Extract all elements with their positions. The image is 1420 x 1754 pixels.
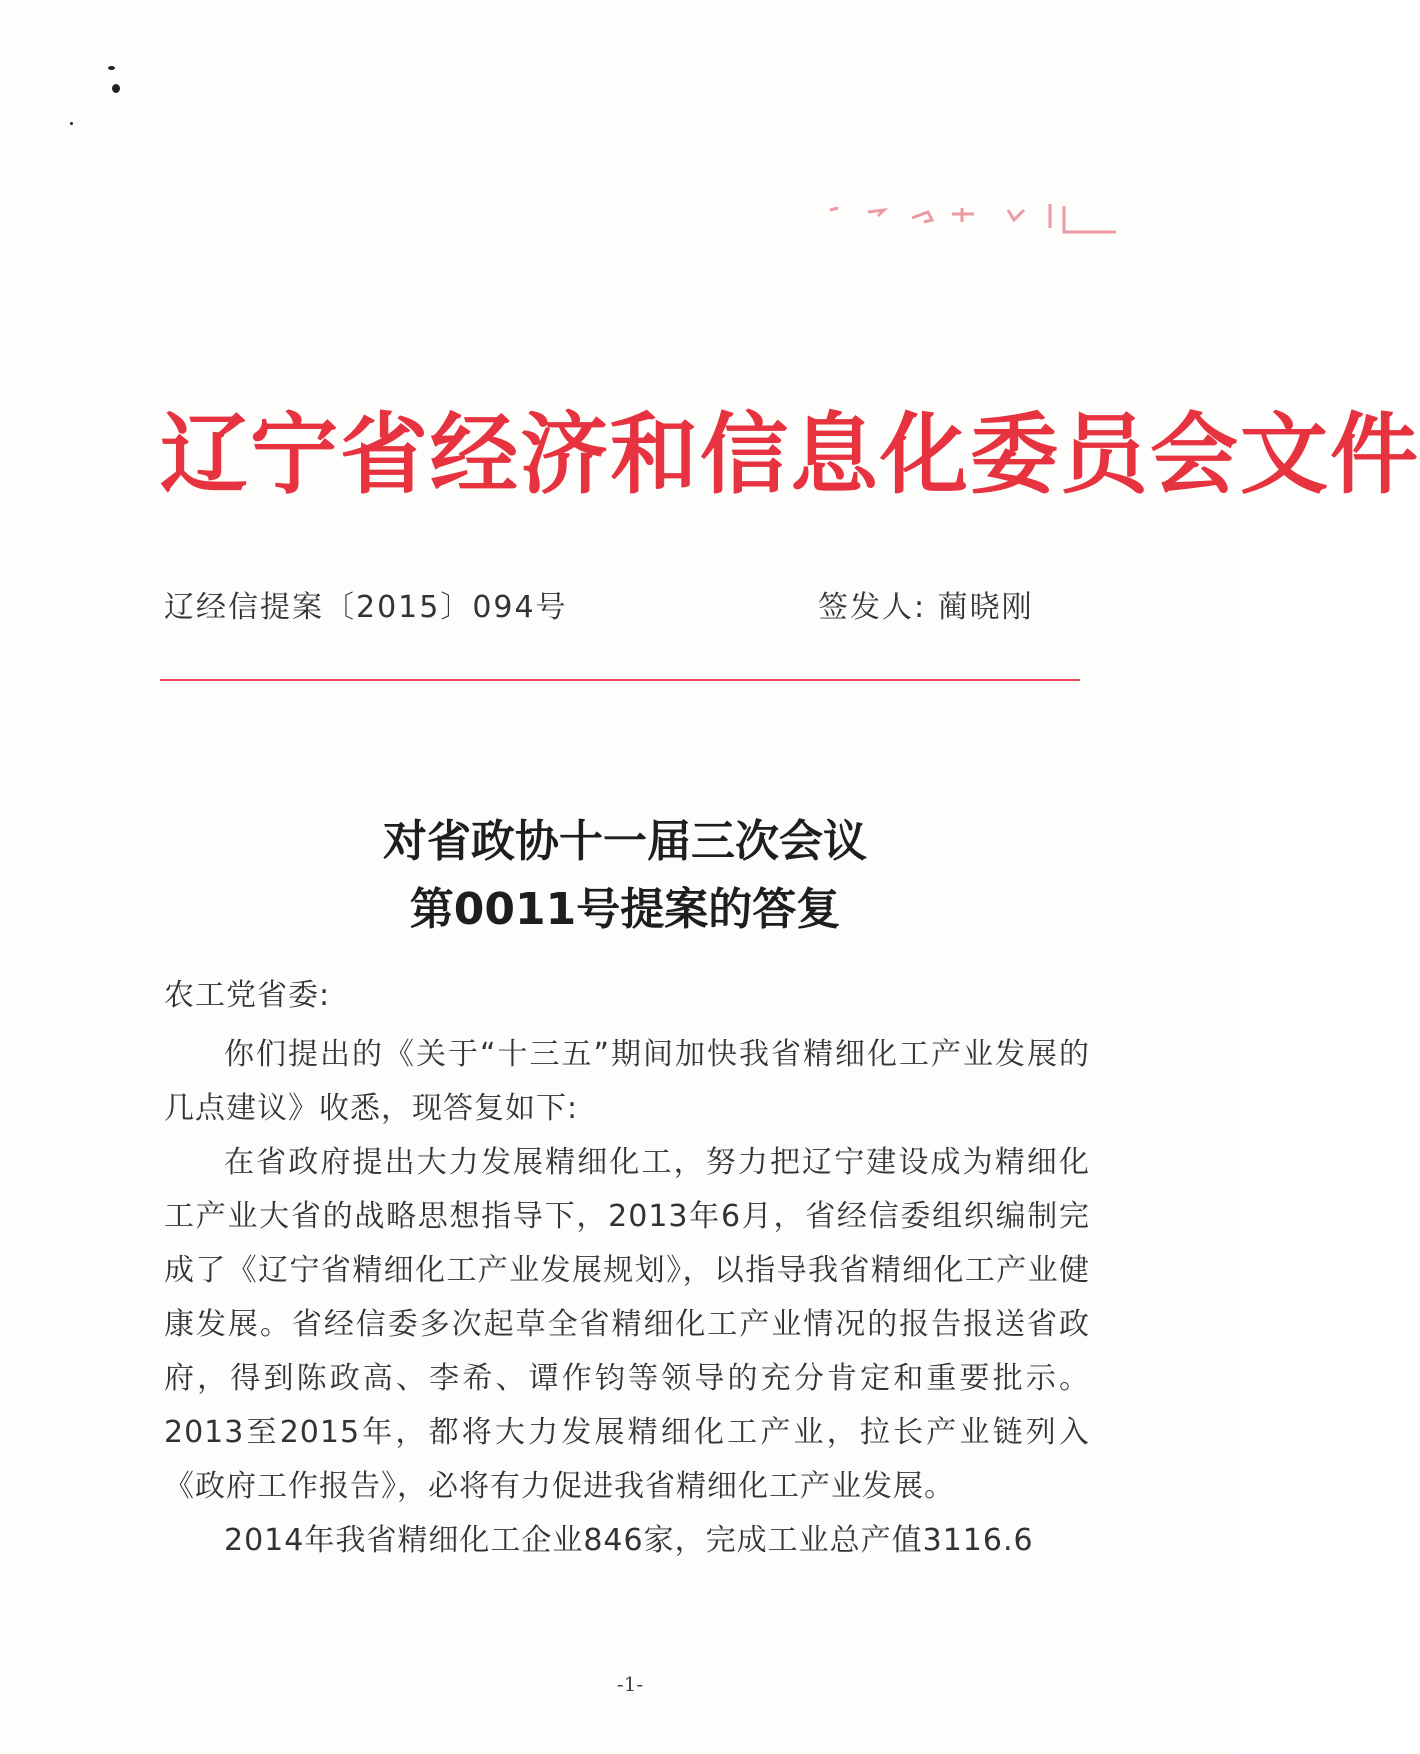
document-title-line: 第0011号提案的答复 (409, 884, 841, 935)
signer-line: 签发人: 蔺晓刚 (818, 590, 1034, 625)
body-paragraph: 2014年我省精细化工企业846家，完成工业总产值3116.6 (224, 1523, 1034, 1558)
document-number: 辽经信提案〔2015〕094号 (164, 590, 568, 625)
document-title-line: 对省政协十一届三次会议 (383, 816, 867, 867)
body-paragraph: 你们提出的《关于“十三五”期间加快我省精细化工产业发展的几点建议》收悉，现答复如下: (164, 1037, 1090, 1126)
page-number: -1- (616, 1672, 644, 1696)
document-title (160, 808, 1090, 944)
faint-stamp-mark (828, 196, 1128, 240)
document-body (164, 1028, 1090, 1568)
issuer-header-title: 辽宁省经济和信息化委员会文件 (160, 402, 1420, 506)
red-separator-rule (160, 679, 1080, 681)
salutation: 农工党省委: (164, 978, 331, 1013)
body-paragraph: 在省政府提出大力发展精细化工，努力把辽宁建设成为精细化工产业大省的战略思想指导下，2013年6月，省经信委组织编制完成了《辽宁省精细化工产业发展规划》，以指导我省精细化工产业健康发展。省经信委多次起草全省精细化工产业情况的报告报送省政府，得到陈政高、李希、谭作钧等领导的充分肯定和重要批示。2013至2015年，都将大力发展精细化工产业，拉长产业链列入《政府工作报告》，必将有力促进我省精细化工产业发展。 (164, 1145, 1090, 1504)
